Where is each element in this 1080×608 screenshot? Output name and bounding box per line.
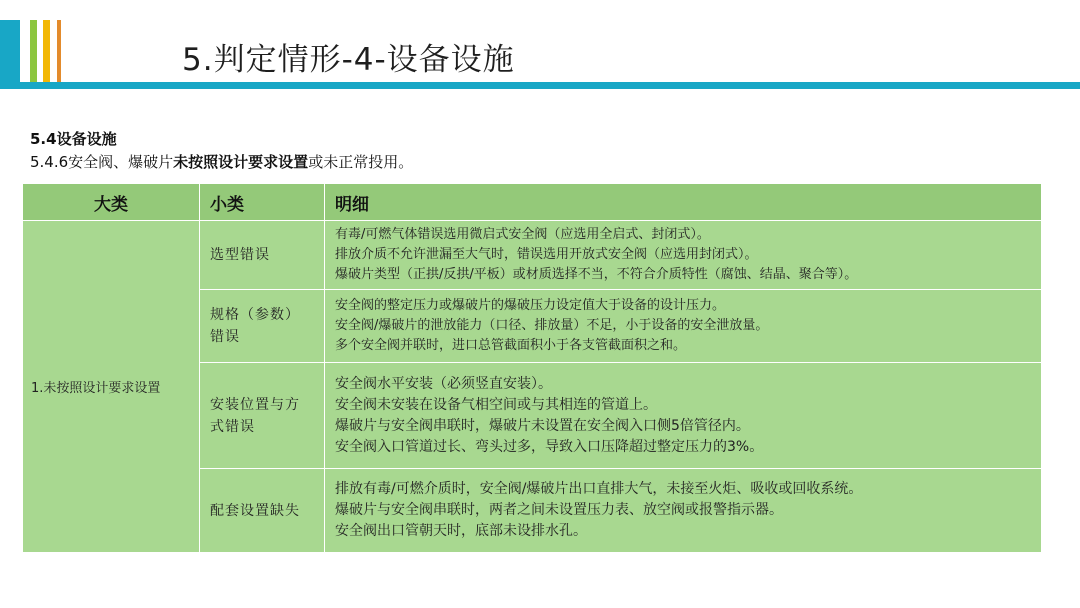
table-row [23,221,1042,290]
header-accent-stripe-green [30,20,37,82]
clause-suffix: 或未正常投用。 [308,153,414,171]
detail-line: 多个安全阀并联时，进口总管截面积小于各支管截面积之和。 [335,338,687,353]
table-header-row [23,184,1042,221]
header-detail: 明细 [325,184,1042,221]
detail-line: 安全阀出口管朝天时，底部未设排水孔。 [335,523,587,539]
subcategory-cell: 安装位置与方式错误 [200,363,325,469]
detail-line: 安全阀入口管道过长、弯头过多，导致入口压降超过整定压力的3%。 [335,438,764,455]
page-title: 5.判定情形-4-设备设施 [182,42,515,78]
clause-emphasis: 未按照设计要求设置 [173,153,309,171]
detail-line: 排放有毒/可燃介质时，安全阀/爆破片出口直排大气，未接至火炬、吸收或回收系统。 [335,481,863,497]
detail-cell [325,469,1042,553]
detail-cell [325,363,1042,469]
header-accent-stripe-orange [57,20,61,82]
detail-line: 安全阀未安装在设备气相空间或与其相连的管道上。 [335,396,657,413]
detail-cell [325,221,1042,290]
header-accent-stripe-yellow [43,20,50,82]
detail-line: 爆破片与安全阀串联时，爆破片未设置在安全阀入口侧5倍管径内。 [335,417,750,434]
subcategory-cell: 配套设置缺失 [200,469,325,553]
section-heading: 5.4设备设施 [30,130,117,148]
detail-line: 安全阀的整定压力或爆破片的爆破压力设定值大于设备的设计压力。 [335,298,726,313]
detail-line: 安全阀/爆破片的泄放能力（口径、排放量）不足，小于设备的安全泄放量。 [335,318,769,333]
header-subcategory: 小类 [200,184,325,221]
header-category: 大类 [23,184,200,221]
detail-line: 爆破片类型（正拱/反拱/平板）或材质选择不当，不符合介质特性（腐蚀、结晶、聚合等）。 [335,267,858,282]
header-accent-bar [0,20,20,82]
detail-line: 有毒/可燃气体错误选用微启式安全阀（应选用全启式、封闭式）。 [335,227,710,242]
header-divider [0,82,1080,89]
detail-line: 爆破片与安全阀串联时，两者之间未设置压力表、放空阀或报警指示器。 [335,502,783,518]
detail-line: 安全阀水平安装（必须竖直安装）。 [335,375,552,392]
clause-text [30,151,413,172]
clause-prefix: 5.4.6安全阀、爆破片 [30,153,174,171]
subcategory-cell: 规格（参数）错误 [200,290,325,363]
subcategory-cell: 选型错误 [200,221,325,290]
criteria-table [22,183,1042,553]
detail-line: 排放介质不允许泄漏至大气时，错误选用开放式安全阀（应选用封闭式）。 [335,247,758,262]
category-cell: 1.未按照设计要求设置 [23,221,200,553]
detail-cell [325,290,1042,363]
